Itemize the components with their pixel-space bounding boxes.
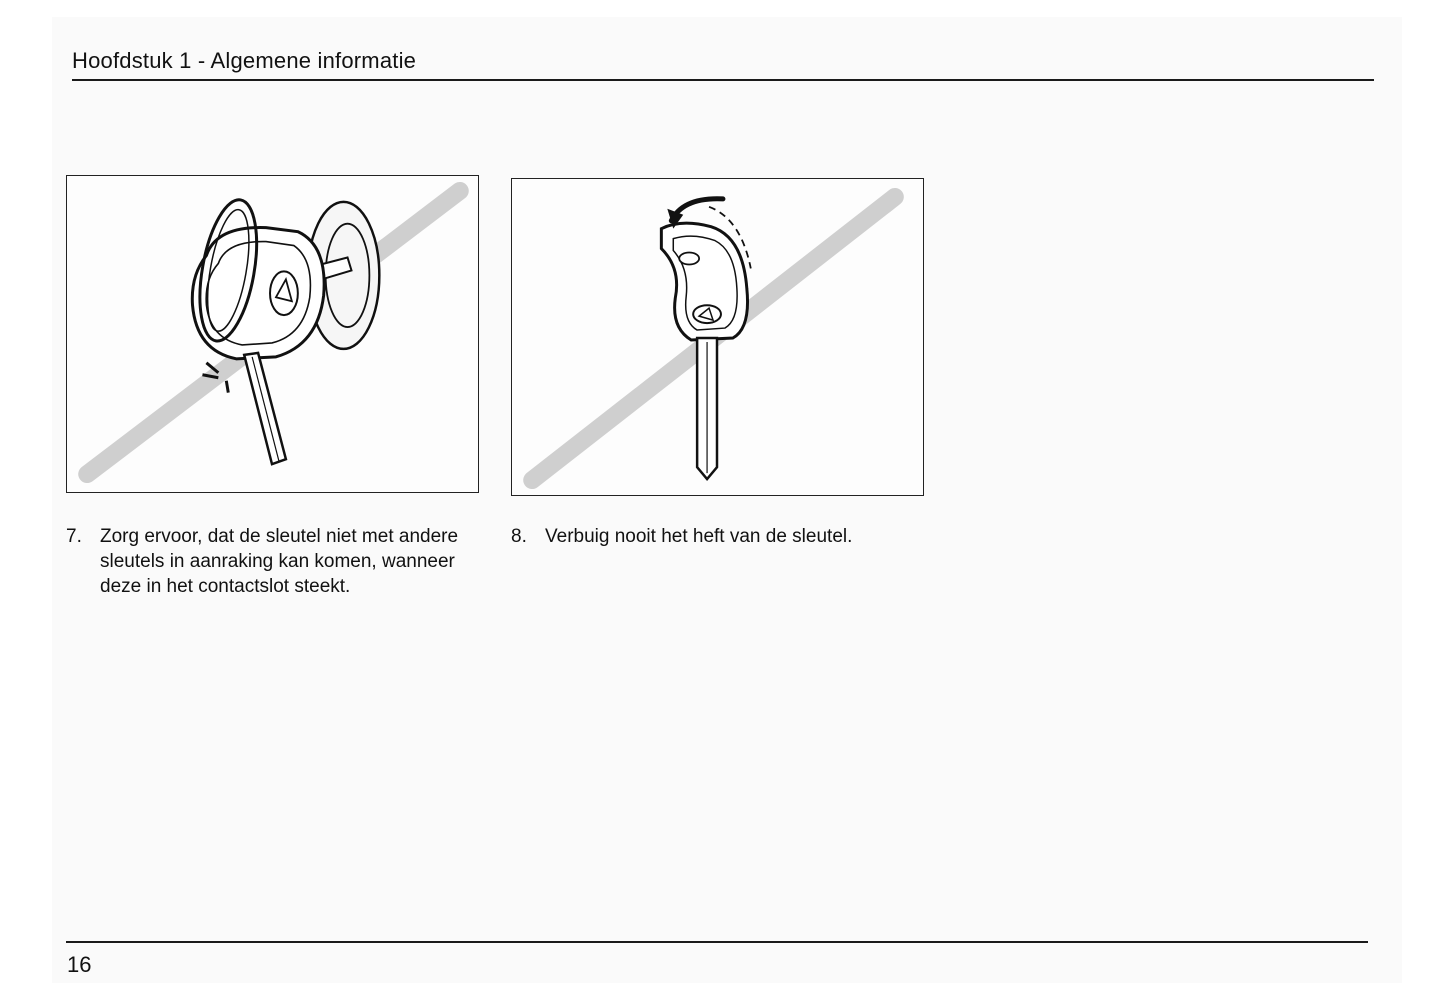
page-sheet	[52, 17, 1402, 983]
item-text: Verbuig nooit het heft van de sleutel.	[545, 526, 853, 547]
keys-touching-illustration	[67, 176, 478, 492]
item-number: 8.	[511, 526, 527, 547]
page-number: 16	[67, 952, 92, 977]
header-divider	[72, 79, 1374, 81]
footer-divider	[66, 941, 1368, 943]
chapter-title: Hoofdstuk 1 - Algemene informatie	[72, 48, 417, 73]
item-text: Zorg ervoor, dat de sleutel niet met andere sleutels in aanraking kan komen, wanneer deze in het contactslot steekt.	[100, 526, 459, 597]
figure-key-bend	[511, 178, 924, 496]
figure-keys-touching	[66, 175, 479, 493]
item-number: 7.	[66, 526, 82, 547]
key-bend-illustration	[512, 179, 923, 495]
